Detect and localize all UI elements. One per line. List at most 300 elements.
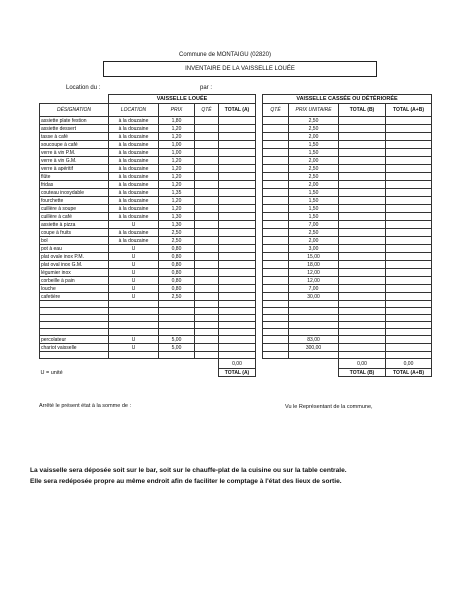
blank-row [40,329,432,336]
item-qte [195,141,219,149]
gap-cell [256,336,263,344]
representant-text: Vu le Représentant de la commune, [285,404,373,410]
totals-value-row [40,359,432,369]
blank-cell [195,329,219,336]
blank-cell [263,301,289,308]
table-row [40,277,432,285]
gap-cell [256,359,263,369]
gap-cell [256,149,263,157]
blank-cell [40,301,109,308]
item-total-ab [386,197,432,205]
blank-cell [386,301,432,308]
item-location: à la douzaine [109,213,159,221]
item-prix-unitaire: 2,50 [289,165,339,173]
table-row [40,261,432,269]
table-row [40,197,432,205]
blank-cell [159,352,195,359]
item-total-ab [386,117,432,125]
item-location: à la douzaine [109,125,159,133]
table-row [40,336,432,344]
item-qte [195,245,219,253]
par-label: par : [200,85,213,91]
item-total-a [219,336,256,344]
item-total-a [219,253,256,261]
gap-cell [256,369,263,377]
item-qte [195,165,219,173]
group-loue: VAISSELLE LOUÉE [109,95,256,104]
blank-cell [219,352,256,359]
totals-label-row [40,369,432,377]
item-total-ab [386,173,432,181]
item-total-ab [386,344,432,352]
item-total-ab [386,157,432,165]
item-total-b [339,189,386,197]
item-location: U [109,285,159,293]
item-qte [195,173,219,181]
item-designation: verre à apéritif [40,165,109,173]
item-qte-casse [263,181,289,189]
blank-cell [195,308,219,315]
arrete-text: Arrêté le présent état à la somme de : [39,403,132,409]
item-qte-casse [263,245,289,253]
spacer [263,369,339,377]
item-designation: coupe à fruits [40,229,109,237]
blank-cell [339,315,386,322]
item-total-b [339,269,386,277]
item-prix: 0,80 [159,245,195,253]
gap-cell [256,213,263,221]
blank-cell [263,308,289,315]
item-location: à la douzaine [109,237,159,245]
blank-cell [289,308,339,315]
item-total-ab [386,133,432,141]
item-total-a [219,197,256,205]
item-total-b [339,141,386,149]
item-location: à la douzaine [109,189,159,197]
item-designation: cuillère à café [40,213,109,221]
table-row [40,205,432,213]
gap-cell [256,141,263,149]
blank-cell [195,352,219,359]
item-total-b [339,205,386,213]
item-qte-casse [263,157,289,165]
item-prix-unitaire: 2,50 [289,117,339,125]
item-qte [195,237,219,245]
item-prix-unitaire: 3,00 [289,245,339,253]
title-box [103,61,377,77]
gap-cell [256,253,263,261]
item-prix-unitaire: 2,50 [289,173,339,181]
item-prix: 1,80 [159,117,195,125]
note-line-2: Elle sera redéposée propre au même endroit afin de faciliter le comptage à l'état des lieux de sortie. [30,478,342,485]
blank-cell [263,329,289,336]
col-location: LOCATION [109,104,159,117]
item-qte-casse [263,277,289,285]
item-total-ab [386,293,432,301]
item-total-a [219,237,256,245]
item-qte-casse [263,205,289,213]
item-total-ab [386,261,432,269]
gap-cell [256,308,263,315]
item-location: U [109,245,159,253]
item-designation: pot à eau [40,245,109,253]
blank-cell [339,329,386,336]
col-prix: PRIX [159,104,195,117]
item-total-a [219,293,256,301]
location-label: Location du : [66,85,101,91]
item-designation: assiette dessert [40,125,109,133]
item-location: à la douzaine [109,133,159,141]
blank-cell [339,308,386,315]
blank-row [40,301,432,308]
item-location: à la douzaine [109,205,159,213]
blank-cell [219,322,256,329]
blank-cell [40,322,109,329]
blank-cell [263,315,289,322]
item-total-b [339,229,386,237]
blank-cell [159,315,195,322]
blank-cell [159,308,195,315]
item-total-b [339,253,386,261]
item-prix: 0,80 [159,253,195,261]
item-prix-unitaire: 300,00 [289,344,339,352]
item-prix-unitaire: 1,50 [289,189,339,197]
item-designation: bol [40,237,109,245]
item-qte-casse [263,293,289,301]
item-qte [195,269,219,277]
item-total-ab [386,277,432,285]
table-row [40,173,432,181]
table-row [40,229,432,237]
item-qte-casse [263,237,289,245]
item-designation: fridas [40,181,109,189]
gap-cell [256,315,263,322]
item-designation: flûte [40,173,109,181]
item-prix-unitaire: 18,00 [289,261,339,269]
item-qte [195,336,219,344]
item-total-b [339,213,386,221]
item-qte [195,285,219,293]
blank-cell [263,352,289,359]
gap-cell [256,322,263,329]
item-prix-unitaire: 2,50 [289,125,339,133]
column-header-row [40,104,432,117]
item-designation: percolateur [40,336,109,344]
blank-row [40,315,432,322]
item-designation: légumier inox [40,269,109,277]
item-qte-casse [263,221,289,229]
item-total-b [339,125,386,133]
item-location: à la douzaine [109,117,159,125]
item-total-ab [386,189,432,197]
item-qte-casse [263,149,289,157]
gap-cell [256,344,263,352]
item-prix-unitaire: 1,50 [289,205,339,213]
table-row [40,213,432,221]
instructions-note [30,465,430,487]
item-total-b [339,245,386,253]
item-prix: 1,35 [159,189,195,197]
gap-cell [256,329,263,336]
item-designation: plat oval inox G.M. [40,261,109,269]
item-designation: chariot vaisselle [40,344,109,352]
blank-cell [40,308,109,315]
item-prix-unitaire: 12,00 [289,269,339,277]
item-prix-unitaire: 2,00 [289,157,339,165]
item-location: à la douzaine [109,149,159,157]
item-total-a [219,133,256,141]
document-title: INVENTAIRE DE LA VAISSELLE LOUÉE [185,66,295,72]
item-total-a [219,285,256,293]
item-total-a [219,245,256,253]
item-prix: 1,20 [159,133,195,141]
item-prix: 1,20 [159,165,195,173]
item-designation: cuillère à soupe [40,205,109,213]
item-qte [195,253,219,261]
item-prix-unitaire: 2,00 [289,181,339,189]
item-total-b [339,336,386,344]
item-total-a [219,344,256,352]
item-total-b [339,197,386,205]
item-qte-casse [263,269,289,277]
item-prix-unitaire: 2,00 [289,133,339,141]
table-row [40,189,432,197]
blank-cell [386,329,432,336]
item-total-a [219,149,256,157]
item-qte-casse [263,133,289,141]
item-total-b [339,285,386,293]
item-qte-casse [263,213,289,221]
item-total-a [219,157,256,165]
item-prix: 1,20 [159,173,195,181]
item-location: U [109,253,159,261]
blank-cell [289,301,339,308]
item-total-b [339,221,386,229]
item-total-b [339,133,386,141]
item-total-b [339,293,386,301]
blank-cell [40,315,109,322]
item-location: U [109,344,159,352]
item-qte [195,117,219,125]
blank-cell [109,315,159,322]
item-location: U [109,336,159,344]
spacer [263,359,339,369]
gap-cell [256,237,263,245]
item-qte-casse [263,125,289,133]
item-total-a [219,189,256,197]
blank-row [40,308,432,315]
item-qte [195,221,219,229]
gap-cell [256,117,263,125]
item-prix: 5,00 [159,336,195,344]
item-qte [195,293,219,301]
item-total-b [339,261,386,269]
table-row [40,149,432,157]
item-location: à la douzaine [109,173,159,181]
item-prix-unitaire: 1,50 [289,141,339,149]
item-total-ab [386,221,432,229]
item-prix-unitaire: 15,00 [289,253,339,261]
item-total-a [219,181,256,189]
gap-cell [256,245,263,253]
item-designation: assiette à pizza [40,221,109,229]
total-a-value: 0,00 [219,359,256,369]
blank-cell [339,322,386,329]
commune-header: Commune de MONTAIGU (02820) [179,52,271,58]
blank-cell [386,315,432,322]
item-prix: 0,80 [159,285,195,293]
table-row [40,221,432,229]
total-a-label: TOTAL (A) [219,369,256,377]
item-prix-unitaire: 30,00 [289,293,339,301]
item-location: U [109,221,159,229]
item-qte-casse [263,336,289,344]
blank-cell [289,322,339,329]
item-prix-unitaire: 1,50 [289,213,339,221]
item-location: à la douzaine [109,165,159,173]
item-designation: corbeille à pain [40,277,109,285]
blank-cell [386,322,432,329]
item-qte [195,261,219,269]
item-total-a [219,125,256,133]
item-designation: fourchette [40,197,109,205]
table-row [40,133,432,141]
item-total-ab [386,245,432,253]
blank-cell [159,301,195,308]
item-total-ab [386,229,432,237]
item-total-ab [386,269,432,277]
gap-cell [256,269,263,277]
item-total-b [339,165,386,173]
blank-cell [40,352,109,359]
item-total-ab [386,149,432,157]
total-b-value: 0,00 [339,359,386,369]
gap-cell [256,157,263,165]
item-prix: 1,00 [159,149,195,157]
item-prix-unitaire: 83,00 [289,336,339,344]
item-prix: 1,20 [159,125,195,133]
item-prix: 1,30 [159,221,195,229]
col-total-ab: TOTAL (A+B) [386,104,432,117]
total-ab-value: 0,00 [386,359,432,369]
table-row [40,269,432,277]
item-total-ab [386,285,432,293]
item-qte [195,149,219,157]
blank-cell [289,329,339,336]
item-qte [195,229,219,237]
item-qte-casse [263,189,289,197]
blank-cell [195,322,219,329]
blank-cell [109,308,159,315]
item-total-b [339,149,386,157]
item-total-a [219,221,256,229]
item-qte [195,189,219,197]
item-prix: 0,80 [159,261,195,269]
blank-row [40,322,432,329]
item-total-b [339,157,386,165]
item-prix: 1,20 [159,181,195,189]
blank-row [40,352,432,359]
item-total-ab [386,253,432,261]
item-designation: louche [40,285,109,293]
item-qte [195,181,219,189]
table-row [40,125,432,133]
item-total-b [339,173,386,181]
item-qte-casse [263,141,289,149]
blank-cell [219,315,256,322]
item-qte [195,197,219,205]
blank-cell [219,301,256,308]
item-location: à la douzaine [109,141,159,149]
unit-note-spacer [40,359,219,369]
item-total-ab [386,125,432,133]
item-location: U [109,277,159,285]
item-designation: soucoupe à café [40,141,109,149]
blank-cell [386,352,432,359]
item-location: à la douzaine [109,181,159,189]
col-qte2: QTÉ [263,104,289,117]
blank-cell [339,301,386,308]
blank-cell [219,329,256,336]
item-total-b [339,117,386,125]
item-designation: verre à vin G.M. [40,157,109,165]
item-location: U [109,269,159,277]
col-total-b: TOTAL (B) [339,104,386,117]
gap-cell [256,181,263,189]
gap-cell [256,197,263,205]
item-prix: 1,20 [159,197,195,205]
table-row [40,141,432,149]
table-row [40,293,432,301]
item-total-a [219,277,256,285]
item-prix: 2,50 [159,229,195,237]
item-total-a [219,269,256,277]
item-total-ab [386,181,432,189]
blank-cell [263,322,289,329]
group-casse: VAISSELLE CASSÉE OU DÉTÉRIORÉE [263,95,432,104]
item-total-ab [386,141,432,149]
table-row [40,117,432,125]
item-prix-unitaire: 2,50 [289,229,339,237]
gap-cell [256,165,263,173]
item-qte-casse [263,285,289,293]
item-prix-unitaire: 1,50 [289,149,339,157]
item-qte [195,133,219,141]
blank-cell [195,301,219,308]
blank-cell [159,329,195,336]
item-prix: 1,20 [159,157,195,165]
item-qte-casse [263,344,289,352]
table-row [40,344,432,352]
gap-cell [256,173,263,181]
item-total-b [339,181,386,189]
total-b-label: TOTAL (B) [339,369,386,377]
item-qte-casse [263,165,289,173]
col-qte: QTÉ [195,104,219,117]
blank-cell [159,322,195,329]
item-location: à la douzaine [109,229,159,237]
item-designation: tasse à café [40,133,109,141]
item-total-ab [386,213,432,221]
total-ab-label: TOTAL (A+B) [386,369,432,377]
blank-cell [109,301,159,308]
note-line-1: La vaisselle sera déposée soit sur le bar, soit sur le chauffe-plat de la cuisine ou sur la table centrale. [30,467,347,474]
item-location: U [109,293,159,301]
item-prix-unitaire: 2,00 [289,237,339,245]
gap-cell [256,301,263,308]
blank-cell [219,308,256,315]
item-qte-casse [263,229,289,237]
